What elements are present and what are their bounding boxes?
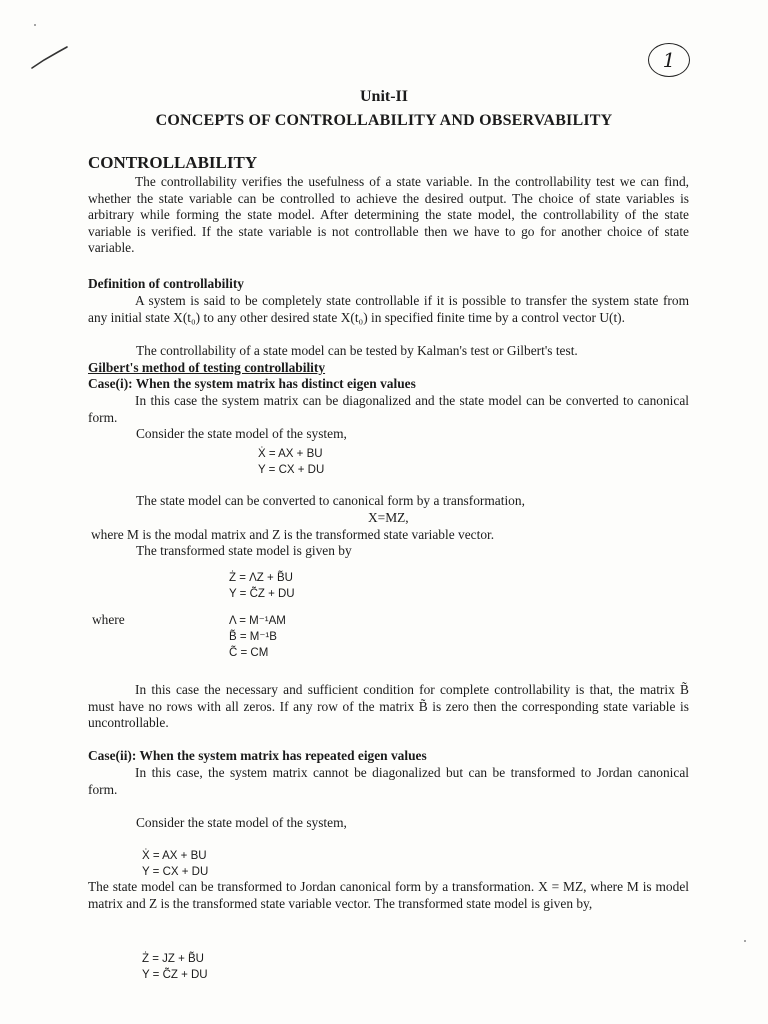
unit-label: Unit-II [359, 88, 408, 105]
page-title: CONCEPTS OF CONTROLLABILITY AND OBSERVABILITY [155, 112, 613, 129]
transform-equation: X=MZ, [368, 510, 409, 525]
jordan-equation [142, 951, 208, 983]
consider-sentence-1: Consider the state model of the system, [136, 426, 347, 441]
intro-paragraph: The controllability verifies the usefulness of a state variable. In the controllability test we can find, whether the state variable can be controlled to achieve the desired output. The choice of state variables is arbitrary while forming the state model. After determining the state model, the controllability of the state variable is verified. If the state variable is not controllable then we have to go for another choice of state variable. [88, 174, 689, 256]
definition-paragraph: A system is said to be completely state controllable if it is possible to transfer the system state from any initial state X(t₀) to any other desired state X(t₀) in specified finite time by a control vector U(t). [88, 293, 689, 325]
case1-paragraph: In this case the system matrix can be diagonalized and the state model can be converted to canonical form. [88, 393, 689, 425]
canonical-equation [229, 570, 295, 602]
b-tilde-definition: B̃ = M⁻¹B [229, 631, 277, 643]
gilbert-heading: Gilbert's method of testing controllability [88, 360, 326, 375]
where-label: where [92, 612, 125, 627]
pen-stroke-mark [30, 45, 70, 71]
canonical-state-eq: Ż = ΛZ + B̃U [229, 572, 293, 584]
stray-dot [744, 940, 746, 942]
canonical-output-eq: Y = C̃Z + DU [229, 588, 295, 600]
transformed-model-sentence: The transformed state model is given by [136, 543, 352, 558]
condition-paragraph: In this case the necessary and sufficient condition for complete controllability is that, the matrix B̃ must have no rows with all zeros. If any row of the matrix B̃ is zero then the corresponding state variable is uncontrollable. [88, 682, 689, 731]
modal-matrix-sentence: where M is the modal matrix and Z is the transformed state variable vector. [91, 527, 495, 542]
output-eq-line: Y = CX + DU [142, 866, 209, 878]
jordan-paragraph: The state model can be transformed to Jordan canonical form by a transformation. X = MZ, where M is model matrix and Z is the transformed state variable vector. The transformed state model is given by, [88, 879, 689, 911]
case2-heading: Case(ii): When the system matrix has repeated eigen values [88, 748, 427, 763]
consider-sentence-2: Consider the state model of the system, [136, 815, 347, 830]
transformed-matrices [229, 613, 286, 661]
state-equation-2 [142, 848, 208, 880]
transform-sentence: The state model can be converted to canonical form by a transformation, [136, 493, 525, 508]
section-heading: CONTROLLABILITY [88, 153, 258, 172]
page-number-circled [648, 43, 690, 77]
jordan-state-eq: Ż = JZ + B̃U [142, 953, 204, 965]
state-eq-line: Ẋ = AX + BU [142, 850, 207, 862]
output-eq-line: Y = CX + DU [258, 464, 325, 476]
page-number: 1 [662, 48, 676, 72]
state-equation-1 [258, 446, 324, 478]
case2-paragraph: In this case, the system matrix cannot be diagonalized but can be transformed to Jordan canonical form. [88, 765, 689, 797]
c-tilde-definition: C̃ = CM [229, 647, 269, 659]
test-sentence: The controllability of a state model can be tested by Kalman's test or Gilbert's test. [136, 343, 578, 358]
state-eq-line: Ẋ = AX + BU [258, 448, 323, 460]
stray-dot [34, 24, 36, 26]
jordan-output-eq: Y = C̃Z + DU [142, 969, 208, 981]
case1-heading: Case(i): When the system matrix has distinct eigen values [88, 376, 416, 391]
definition-heading: Definition of controllability [88, 276, 244, 291]
lambda-definition: Λ = M⁻¹AM [229, 615, 286, 627]
